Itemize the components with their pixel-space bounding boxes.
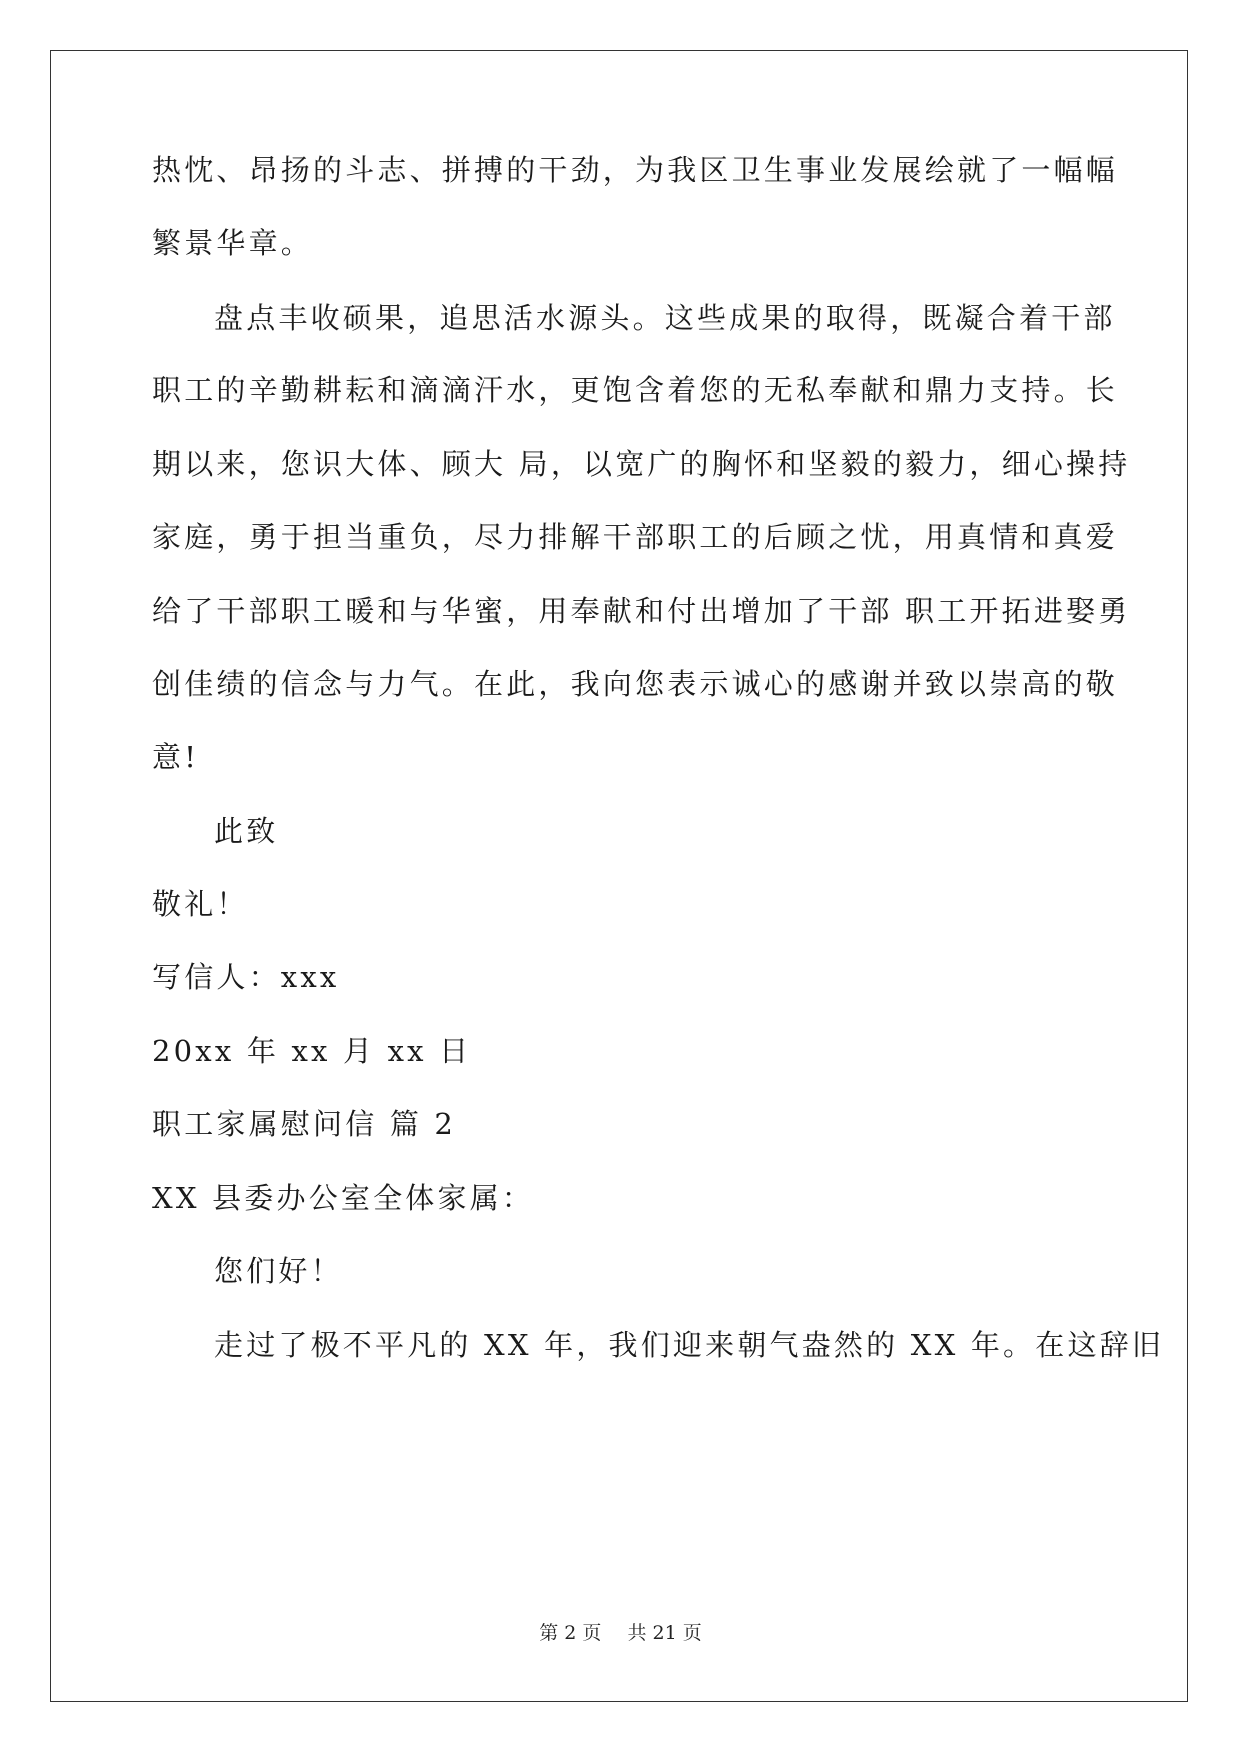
text-line: 职工的辛勤耕耘和滴滴汗水，更饱含着您的无私奉献和鼎力支持。长 bbox=[152, 373, 1119, 407]
letter-addressee: XX 县委办公室全体家属： bbox=[152, 1181, 535, 1215]
page-footer bbox=[0, 1621, 1241, 1645]
text-line: 走过了极不平凡的 XX 年，我们迎来朝气盎然的 XX 年。在这辞旧 bbox=[214, 1328, 1165, 1362]
closing-regards: 敬礼！ bbox=[152, 887, 249, 921]
text-line: 意! bbox=[152, 740, 200, 774]
text-line: 家庭，勇于担当重负，尽力排解干部职工的后顾之忧，用真情和真爱 bbox=[152, 520, 1119, 554]
page-number-total: 共 21 页 bbox=[627, 1622, 702, 1644]
closing-salutation: 此致 bbox=[214, 814, 279, 848]
letter-greeting: 您们好！ bbox=[214, 1254, 343, 1288]
text-line: 期以来，您识大体、顾大 局，以宽广的胸怀和坚毅的毅力，细心操持 bbox=[152, 447, 1131, 481]
page-number-current: 第 2 页 bbox=[539, 1622, 602, 1644]
section-title: 职工家属慰问信 篇 2 bbox=[152, 1107, 457, 1141]
letter-signature: 写信人：xxx bbox=[152, 960, 340, 994]
text-line: 创佳绩的信念与力气。在此，我向您表示诚心的感谢并致以崇高的敬 bbox=[152, 667, 1119, 701]
text-line: 给了干部职工暖和与华蜜，用奉献和付出增加了干部 职工开拓进娶勇 bbox=[152, 594, 1131, 628]
text-line: 繁景华章。 bbox=[152, 226, 314, 260]
text-line: 热忱、昂扬的斗志、拼搏的干劲，为我区卫生事业发展绘就了一幅幅 bbox=[152, 153, 1119, 187]
text-line: 盘点丰收硕果，追思活水源头。这些成果的取得，既凝合着干部 bbox=[214, 301, 1116, 335]
letter-date: 20xx 年 xx 月 xx 日 bbox=[152, 1034, 472, 1068]
